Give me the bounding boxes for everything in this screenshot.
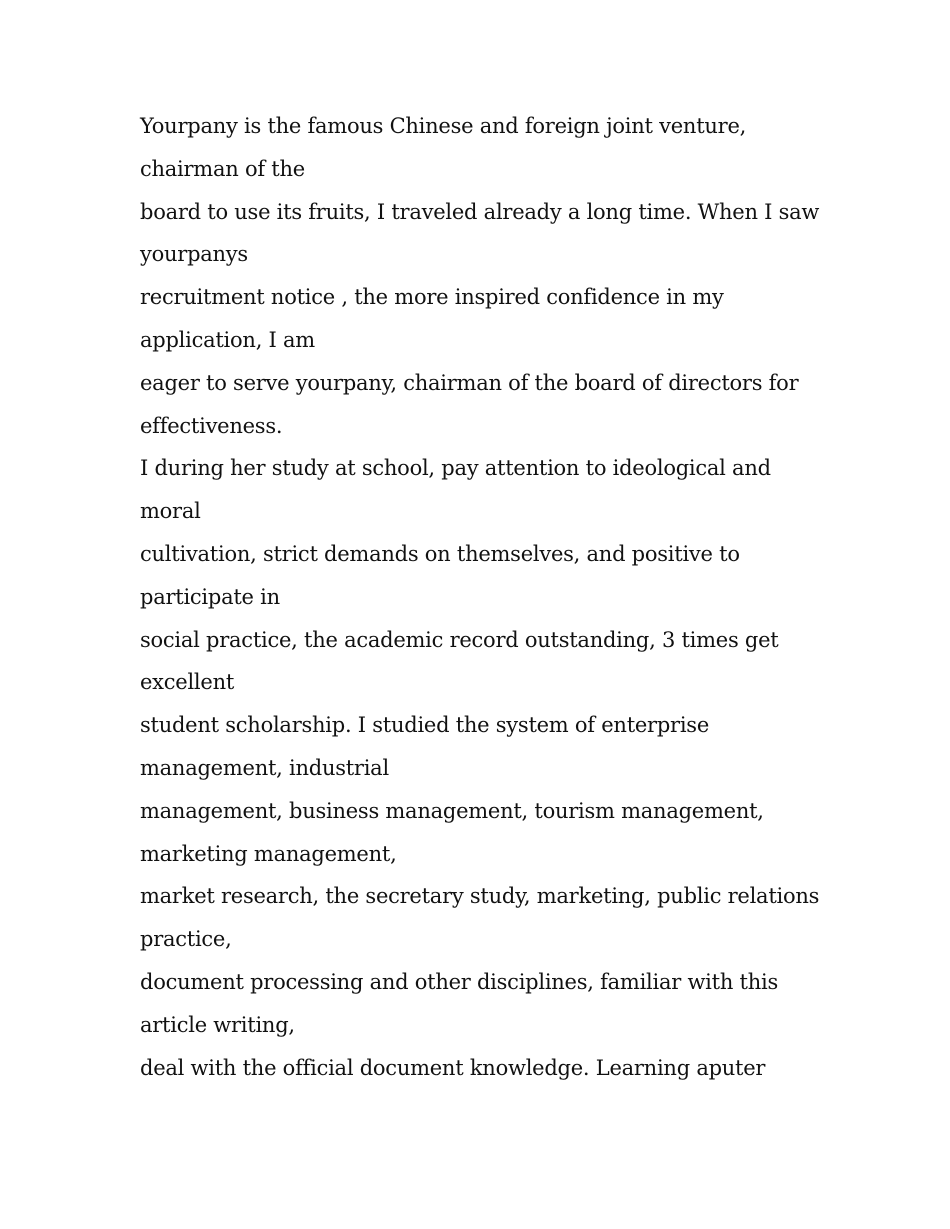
text-line: excellent <box>140 670 235 695</box>
text-line: social practice, the academic record outstanding, 3 times get <box>140 627 779 652</box>
text-line: management, business management, tourism management, <box>140 798 764 823</box>
text-line: chairman of the <box>140 156 305 181</box>
text-line: recruitment notice , the more inspired confidence in my <box>140 285 724 310</box>
text-line: application, I am <box>140 327 315 352</box>
text-line: article writing, <box>140 1012 295 1037</box>
text-line: effectiveness. <box>140 413 283 438</box>
text-line: management, industrial <box>140 755 389 780</box>
body-text <box>140 105 820 1089</box>
text-line: yourpanys <box>140 242 248 267</box>
text-line: participate in <box>140 584 280 609</box>
text-line: marketing management, <box>140 841 397 866</box>
text-line: eager to serve yourpany, chairman of the board of directors for <box>140 370 799 395</box>
text-line: I during her study at school, pay attention to ideological and <box>140 456 771 481</box>
text-line: practice, <box>140 927 232 952</box>
text-line: market research, the secretary study, marketing, public relations <box>140 884 820 909</box>
text-line: deal with the official document knowledge. Learning aputer <box>140 1055 766 1080</box>
text-line: Yourpany is the famous Chinese and foreign joint venture, <box>140 114 747 138</box>
text-line: student scholarship. I studied the system of enterprise <box>140 713 709 738</box>
text-line: board to use its fruits, I traveled already a long time. When I saw <box>140 199 820 224</box>
text-line: document processing and other disciplines, familiar with this <box>140 969 778 994</box>
text-line: moral <box>140 499 201 524</box>
text-line: cultivation, strict demands on themselves, and positive to <box>140 541 740 566</box>
